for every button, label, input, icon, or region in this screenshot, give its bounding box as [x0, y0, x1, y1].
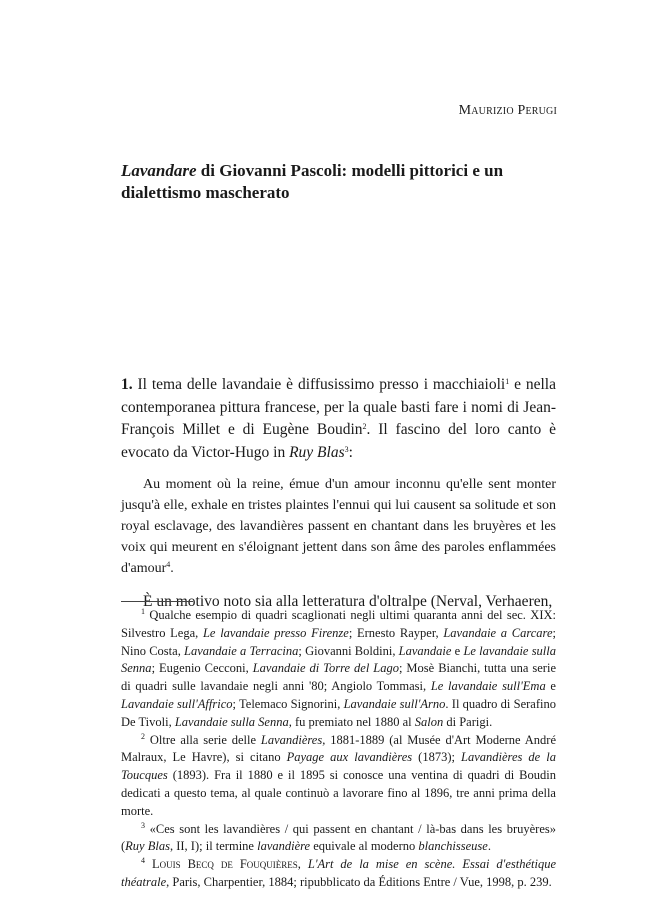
footnote-text: di Parigi. — [443, 714, 493, 729]
work-title: Le lavandaie sulla Senna — [121, 643, 556, 676]
paragraph-2: È un motivo noto sia alla letteratura d'oltralpe (Nerval, Verhaeren, — [143, 593, 553, 610]
work-title: Lavandaie sull'Arno — [343, 696, 446, 711]
footnote-number: 3 — [141, 820, 145, 830]
footnote-text: «Ces sont les lavandières / qui passent en chantant / là-bas dans les bruyères» ( — [121, 821, 556, 854]
footnote-ref-3[interactable]: 3 — [344, 444, 349, 454]
work-title: Lavandaie sull'Affrico — [121, 696, 233, 711]
footnote-1 — [121, 607, 556, 732]
section-number: 1. — [121, 376, 133, 393]
italic-term: blanchisseuse — [418, 839, 488, 854]
footnote-text: ; Giovanni Boldini, — [298, 643, 399, 658]
footnote-text: equivale al moderno — [310, 839, 419, 854]
work-title: Le lavandaie presso Firenze — [202, 625, 349, 640]
work-title: Ruy Blas — [125, 839, 170, 854]
title-rest: di Giovanni Pascoli: modelli pittorici e un dialettismo mascherato — [121, 161, 504, 202]
footnotes — [121, 607, 556, 892]
footnote-text: 1881-1889 (al Musée d'Art Moderne André Malraux, Le Havre), si citano — [121, 732, 556, 765]
title-italic-part: Lavandare — [121, 161, 197, 180]
footnote-text: (1893). Fra il 1880 e il 1895 si conosce una ventina di quadri di Boudin dedicati a questo tema, al quale continuò a lavorare fino al 1896, tre anni prima della morte. — [121, 768, 556, 818]
footnote-number: 1 — [141, 607, 145, 616]
work-title: Ruy Blas — [289, 443, 345, 461]
footnote-text: , Paris, Charpentier, 1884; ripubblicato da Éditions Entre / Vue, 1998, p. 239. — [166, 874, 552, 889]
work-title: Lavandaie di Torre del Lago — [252, 661, 399, 676]
work-title: Lavandaie a Terracina — [184, 643, 299, 658]
cited-author: Louis Becq de Fouquières — [151, 857, 298, 872]
footnote-text: ; Telemaco Signorini, — [232, 696, 344, 711]
footnote-text: ; Eugenio Cecconi, — [151, 661, 253, 676]
footnote-text: fu premiato nel 1880 al — [291, 714, 415, 729]
footnote-number: 4 — [141, 856, 145, 866]
footnote-2 — [121, 732, 556, 821]
block-quote — [121, 474, 556, 579]
footnote-text: , II, I); il termine — [169, 839, 258, 854]
work-title: Payage aux lavandières — [286, 750, 413, 765]
footnote-ref-4[interactable]: 4 — [166, 560, 171, 569]
footnote-text: e — [451, 643, 464, 658]
work-title: L'Art de la mise en scène. Essai d'esthétique théatrale — [121, 857, 557, 889]
footnote-text: Oltre alla serie delle — [145, 732, 261, 747]
paragraph-text: . Il fascino del loro canto è evocato da Victor-Hugo in — [121, 421, 556, 461]
work-title: Le lavandaie sull'Ema — [430, 679, 546, 694]
footnote-ref-1[interactable]: 1 — [505, 377, 510, 386]
paragraph-text: : — [348, 443, 353, 461]
work-title: Lavandières, — [260, 732, 326, 747]
footnote-text: . — [487, 839, 491, 854]
footnote-separator — [121, 601, 193, 602]
footnote-text: (1873); — [412, 750, 462, 765]
footnote-ref-2[interactable]: 2 — [362, 422, 367, 431]
footnote-text: Qualche esempio di quadri scaglionati negli ultimi quaranta anni del sec. XIX: Silvestro Lega, — [121, 608, 556, 640]
italic-term: lavandière — [257, 839, 311, 854]
footnote-text: ; Ernesto Rayper, — [348, 625, 444, 640]
running-header-author: Maurizio Perugi — [458, 103, 557, 118]
footnote-text: ; Nino Costa, — [121, 625, 556, 658]
paragraph-text: Il tema delle lavandaie è diffusissimo presso i macchiaioli — [132, 376, 506, 393]
article-title — [121, 160, 561, 204]
work-title: Salon — [414, 714, 444, 729]
footnote-number: 2 — [141, 731, 145, 741]
work-title: Lavandières de la Toucques — [121, 750, 556, 783]
footnote-3 — [121, 821, 556, 857]
article-body — [121, 374, 556, 614]
footnote-text: . Il quadro di Serafino De Tivoli, — [121, 696, 556, 729]
quote-text: Au moment où la reine, émue d'un amour inconnu qu'elle sent monter jusqu'à elle, exhale en tristes plaintes l'ennui qui lui causent sa solitude et son royal esclavage, des lavandières passent en chantant dans les bruyères et les voix qui meurent en s'éloignant jettent dans son âme des paroles enflammées d'amour — [121, 477, 556, 576]
footnote-text: ; Mosè Bianchi, tutta una serie di quadri sulle lavandaie negli anni '80; Angiolo Tommasi, — [121, 661, 556, 694]
footnote-text: e — [545, 679, 556, 694]
work-title: Lavandaie sulla Senna, — [174, 714, 292, 729]
work-title: Lavandaie a Carcare — [443, 625, 553, 640]
footnote-text: , — [297, 857, 308, 872]
quote-end: . — [170, 561, 174, 576]
section-1-paragraph — [121, 374, 556, 464]
footnote-4 — [121, 856, 556, 892]
work-title: Lavandaie — [398, 643, 452, 658]
paragraph-text: e nella contemporanea pittura francese, per la quale basti fare i nomi di Jean-François Millet e di Eugène Boudin — [121, 376, 556, 438]
